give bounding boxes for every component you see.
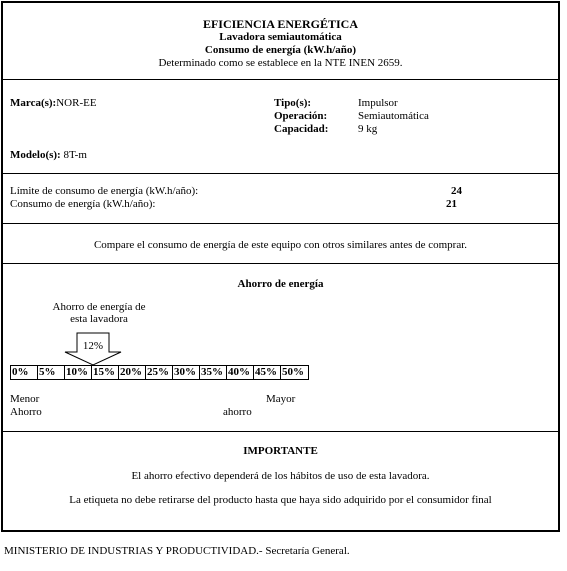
brand-row [10,97,97,109]
capacity-value: 9 kg [358,123,378,135]
scale-cell: 20% [119,366,146,379]
center-label: ahorro [223,406,252,418]
important-line-2: La etiqueta no debe retirarse del producto hasta que haya sido adquirido por el consumidor final [69,494,492,506]
label-subtitle: Lavadora semiautomática [219,31,342,43]
divider [3,173,558,174]
label-title: EFICIENCIA ENERGÉTICA [202,17,359,31]
divider [3,79,558,80]
limit-label: Límite de consumo de energía (kW.h/año): [10,185,199,197]
energy-label-frame [1,1,560,532]
operation-value: Semiautomática [358,110,429,122]
scale-cell: 25% [146,366,173,379]
savings-title: Ahorro de energía [237,278,324,290]
label-standard: Determinado como se establece en la NTE INEN 2659. [158,57,403,69]
limit-value: 24 [451,185,462,197]
operation-label: Operación: [274,110,328,122]
type-value: Impulsor [358,97,398,109]
model-label: Modelo(s): [10,149,61,161]
scale-cell: 50% [282,366,304,378]
scale-cell: 40% [227,366,254,379]
actual-consumption-value: 21 [446,198,457,210]
pointer-caption-line-2: esta lavadora [70,313,128,325]
upper-label: Mayor [266,393,296,405]
lower-label-2: Ahorro [10,406,42,418]
type-label: Tipo(s): [274,97,312,109]
label-unit-line: Consumo de energía (kW.h/año) [204,44,357,56]
divider [3,263,558,264]
model-row [10,149,87,161]
model-value: 8T-m [63,149,87,161]
important-line-1: El ahorro efectivo dependerá de los hábitos de uso de esta lavadora. [131,470,430,482]
important-title: IMPORTANTE [243,445,318,457]
scale-cell: 10% [65,366,92,379]
brand-value: NOR-EE [56,97,97,109]
lower-label-1: Menor [10,393,40,405]
savings-scale [10,365,309,380]
divider [3,223,558,224]
footer-ministry: MINISTERIO DE INDUSTRIAS Y PRODUCTIVIDAD.- Secretaría General. [4,545,350,557]
scale-cell: 35% [200,366,227,379]
capacity-label: Capacidad: [274,123,329,135]
actual-consumption-label: Consumo de energía (kW.h/año): [10,198,156,210]
pointer-caption [39,301,159,325]
scale-cell: 5% [38,366,65,379]
scale-cell: 15% [92,366,119,379]
scale-cell: 0% [11,366,38,379]
pointer-caption-line-1: Ahorro de energía de [52,301,146,313]
divider [3,431,558,432]
scale-cell: 30% [173,366,200,379]
brand-label: Marca(s): [10,97,57,109]
pointer-value: 12% [82,340,104,352]
compare-note: Compare el consumo de energía de este equipo con otros similares antes de comprar. [93,239,468,251]
scale-cell: 45% [254,366,281,379]
